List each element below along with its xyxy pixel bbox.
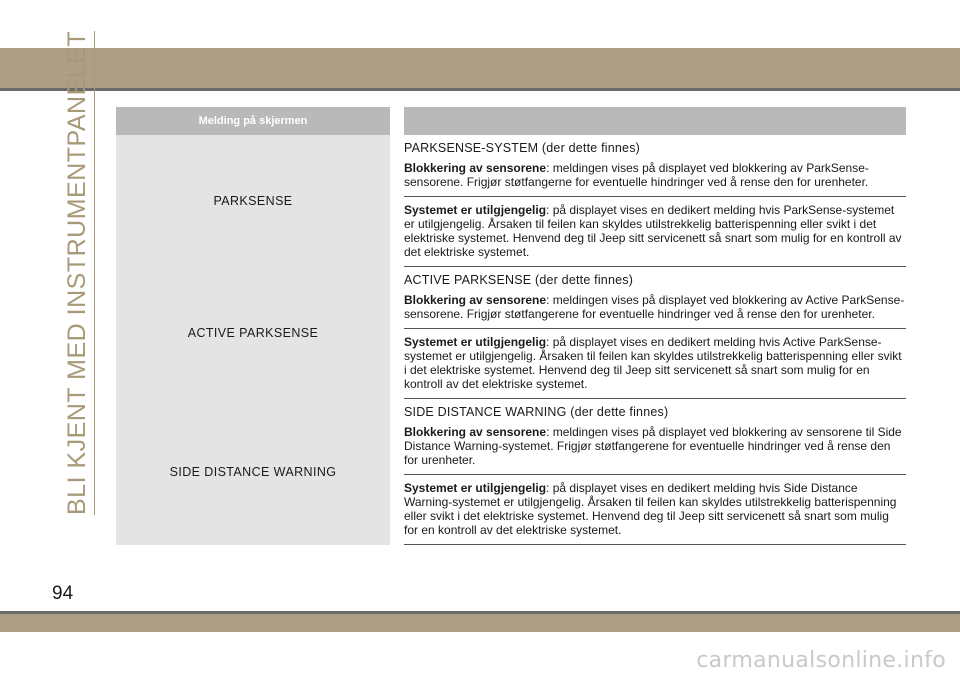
message-lead: PARKSENSE-SYSTEM (der dette finnes) [404,141,641,155]
top-decorative-band [0,48,960,88]
text-unavailable: : på displayet vises en dedikert melding hvis Active ParkSense-systemet er utilgjengelig. Årsaken til feilen kan skyldes utilstrekkelig batterispenning eller svikt i det elektriske systemet. Henvend deg til Jeep sitt servicenett så snart som mulig for en kontroll av det elektriske systemet. [404,335,902,391]
page-number: 94 [52,583,74,604]
message-description-blocked [404,135,906,197]
term-blocked: Blokkering av sensorene [404,293,547,307]
watermark: carmanualsonline.info [696,648,946,673]
text-unavailable: : på displayet vises en dedikert melding hvis Side Distance Warning-systemet er utilgjengelig. Årsaken til feilen kan skyldes utilstrekkelig batterispenning eller svikt i det elektriske systemet. Henvend deg til Jeep sitt servicenett så snart som mulig for en kontroll av det elektriske systemet. [404,481,897,537]
term-unavailable: Systemet er utilgjengelig [404,335,547,349]
message-lead: ACTIVE PARKSENSE (der dette finnes) [404,273,634,287]
term-blocked: Blokkering av sensorene [404,161,547,175]
message-label: ACTIVE PARKSENSE [116,267,390,399]
message-description-unavailable [404,197,906,267]
bottom-decorative-band [0,614,960,632]
text-blocked: : meldingen vises på displayet ved blokkering av ParkSense-sensorene. Frigjør støtfangerne for eventuelle hindringer ved å rense den for urenheter. [404,161,869,189]
message-lead: SIDE DISTANCE WARNING (der dette finnes) [404,405,669,419]
text-blocked: : meldingen vises på displayet ved blokkering av Active ParkSense-sensorene. Frigjør støtfangerene for eventuelle hindringer ved å rense den for urenheter. [404,293,905,321]
table-row [116,399,906,475]
table-row [116,267,906,329]
table-header-message: Melding på skjermen [116,107,390,135]
message-description-unavailable [404,329,906,399]
table-header-row [116,107,906,135]
table-header-description [404,107,906,135]
chapter-side-title: BLI KJENT MED INSTRUMENTPANELET [63,31,95,515]
message-label: SIDE DISTANCE WARNING [116,399,390,545]
message-description-unavailable [404,475,906,545]
message-description-blocked [404,267,906,329]
message-label: PARKSENSE [116,135,390,267]
text-blocked: : meldingen vises på displayet ved blokkering av sensorene til Side Distance Warning-systemet. Frigjør støtfangerene for eventuelle hindringer ved å rense den for urenheter. [404,425,902,467]
message-description-blocked [404,399,906,475]
top-divider-line [0,88,960,91]
term-unavailable: Systemet er utilgjengelig [404,203,547,217]
term-blocked: Blokkering av sensorene [404,425,547,439]
table-row [116,135,906,197]
display-messages-table [116,107,906,545]
term-unavailable: Systemet er utilgjengelig [404,481,547,495]
text-unavailable: : på displayet vises en dedikert melding hvis ParkSense-systemet er utilgjengelig. Årsaken til feilen kan skyldes utilstrekkelig batterispenning eller svikt i det elektriske systemet. Henvend deg til Jeep sitt servicenett så snart som mulig for en kontroll av det elektriske systemet. [404,203,902,259]
